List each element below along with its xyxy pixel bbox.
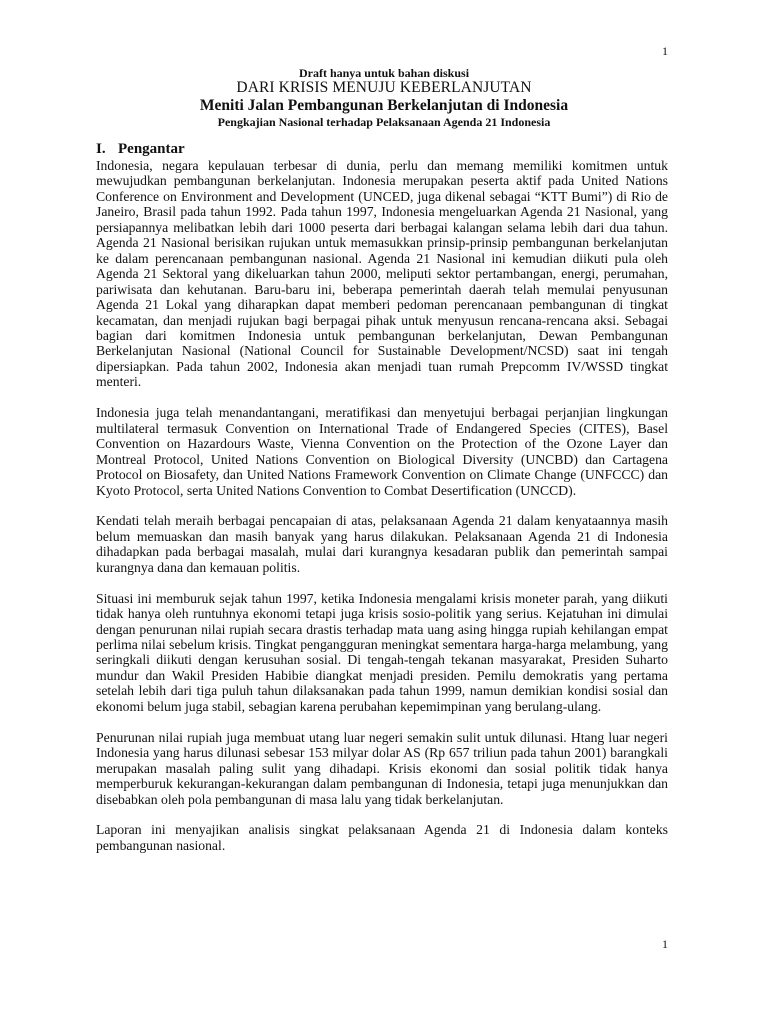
- page-number-bottom: 1: [662, 937, 668, 951]
- section-title: Pengantar: [118, 141, 185, 157]
- paragraph: Situasi ini memburuk sejak tahun 1997, ketika Indonesia mengalami krisis moneter parah, yang diikuti tidak hanya oleh runtuhnya ekonomi tetapi juga krisis sosio-politik yang serius. Kejatuhan ini dimulai dengan penurunan nilai rupiah secara drastis terhadap mata uang asing hingga rupiah kehilangan empat perlima nilai sebelum krisis. Tingkat pengangguran meningkat sementara harga-harga melambung, yang seringkali diikuti dengan kerusuhan sosial. Di tengah-tengah tekanan masyarakat, Presiden Suharto mundur dan Wakil Presiden Habibie diangkat menjadi presiden. Pemilu demokratis yang pertama setelah lebih dari tiga puluh tahun dilaksanakan pada tahun 1999, namun demikian kondisi sosial dan ekonomi belum juga stabil, sebagian karena perubahan kepemimpinan yang berulang-ulang.: [96, 590, 668, 714]
- page-number-top: 1: [662, 44, 668, 58]
- paragraph: Laporan ini menyajikan analisis singkat pelaksanaan Agenda 21 di Indonesia dalam konteks pembangunan nasional.: [96, 822, 668, 853]
- document-header: [96, 66, 672, 129]
- document-subheading: Pengkajian Nasional terhadap Pelaksanaan Agenda 21 Indonesia: [217, 115, 551, 129]
- section-heading: [96, 141, 185, 158]
- section-number: I.: [96, 141, 106, 157]
- paragraph: Indonesia, negara kepulauan terbesar di dunia, perlu dan memang memiliki komitmen untuk mewujudkan pembangunan berkelanjutan. Indonesia merupakan peserta aktif pada United Nations Conference on Environment and Development (UNCED, juga dikenal sebagai “KTT Bumi”) di Rio de Janeiro, Brasil pada tahun 1992. Pada tahun 1997, Indonesia mengeluarkan Agenda 21 Nasional, yang persiapannya melibatkan lebih dari 1000 peserta dari berbagai kalangan selama lebih dari dua tahun. Agenda 21 Nasional berisikan rujukan untuk memasukkan prinsip-prinsip pembangunan berkelanjutan ke dalam perencanaan pembangunan nasional. Agenda 21 Nasional ini kemudian diikuti pula oleh Agenda 21 Sektoral yang dikeluarkan tahun 2000, meliputi sektor pertambangan, energi, perumahan, pariwisata dan kehutanan. Baru-baru ini, beberapa pemerintah daerah telah memulai penyusunan Agenda 21 Lokal yang diharapkan dapat memberi pedoman perencanaan pembangunan di tingkat kecamatan, dan menjadi rujukan bagi berpagai pihak untuk menyusun rencana-rencana aksi. Sebagai bagian dari komitmen Indonesia untuk pembangunan berkelanjutan, Dewan Pembangunan Berkelanjutan Nasional (National Council for Sustainable Development/NCSD) saat ini tengah dipersiapkan. Pada tahun 2002, Indonesia akan menjadi tuan rumah Prepcomm IV/WSSD tingkat menteri.: [96, 158, 668, 390]
- paragraph: Kendati telah meraih berbagai pencapaian di atas, pelaksanaan Agenda 21 dalam kenyataannya masih belum memuaskan dan masih banyak yang harus dilakukan. Pelaksanaan Agenda 21 di Indonesia dihadapkan pada berbagai masalah, mulai dari kurangnya kesadaran publik dan pemerintah sampai kurangnya dana dan kemauan politis.: [96, 513, 668, 575]
- paragraph: Indonesia juga telah menandantangani, meratifikasi dan menyetujui berbagai perjanjian lingkungan multilateral termasuk Convention on International Trade of Endangered Species (CITES), Basel Convention on Hazardours Waste, Vienna Convention on the Protection of the Ozone Layer dan Montreal Protocol, United Nations Convention on Biological Diversity (UNCBD) dan Cartagena Protocol on Biosafety, dan United Nations Framework Convention on Climate Change (UNFCCC) dan Kyoto Protocol, serta United Nations Convention to Combat Desertification (UNCCD).: [96, 405, 668, 498]
- draft-note: Draft hanya untuk bahan diskusi: [298, 66, 470, 80]
- section-body: [96, 158, 668, 869]
- paragraph: Penurunan nilai rupiah juga membuat utang luar negeri semakin sulit untuk dilunasi. Htang luar negeri Indonesia yang harus dilunasi sebesar 153 milyar dolar AS (Rp 657 triliun pada tahun 2001) barangkali merupakan masalah paling sulit yang dihadapi. Krisis ekonomi dan sosial politik tidak hanya memperburuk kekurangan-kekurangan dalam pembangunan di Indonesia, tetapi juga menunjukkan dan disebabkan oleh pola pembangunan di masa lalu yang tidak berkelanjutan.: [96, 729, 668, 807]
- document-subtitle: Meniti Jalan Pembangunan Berkelanjutan di Indonesia: [199, 97, 569, 114]
- document-title: DARI KRISIS MENUJU KEBERLANJUTAN: [236, 79, 532, 96]
